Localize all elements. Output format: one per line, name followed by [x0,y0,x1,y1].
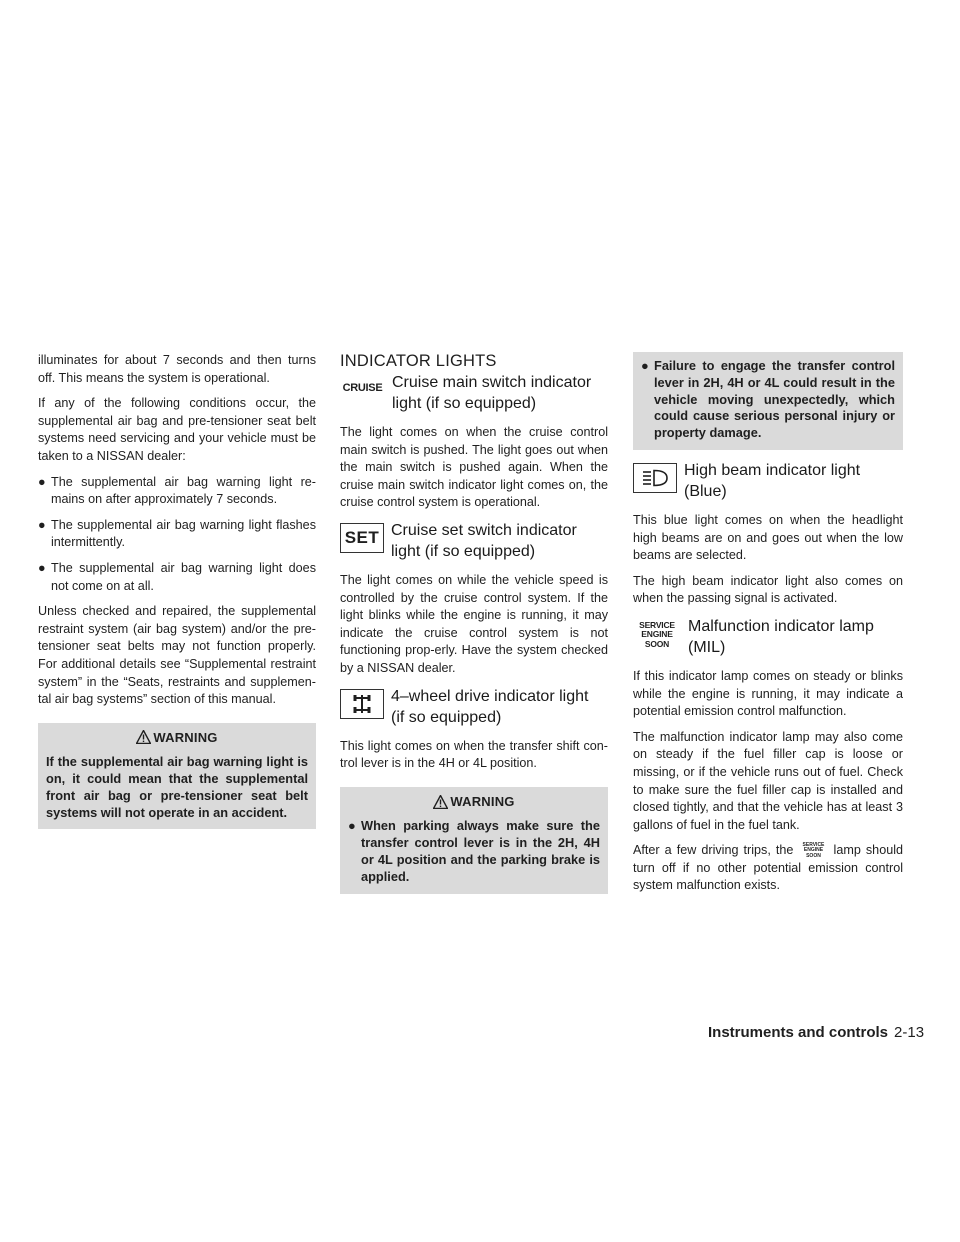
warning-triangle-icon [136,730,151,744]
indicator-title: Malfunction indicator lamp (MIL) [688,617,874,656]
column-right [633,352,903,903]
bullet-icon: ● [38,474,46,489]
paragraph: illuminates for about 7 seconds and then turns off. This means the system is operational. [38,353,316,385]
high-beam-icon [633,463,677,493]
paragraph: The high beam indicator light also comes on when the passing signal is activated. [633,573,903,606]
bullet-icon: ● [38,560,46,575]
page-footer [708,1024,924,1041]
headlight-icon [641,469,669,487]
paragraph: After a few driving trips, the SERVICE ENGINE SOON lamp should turn off if no other potential emission control system malfunction exists. [633,841,903,893]
drivetrain-icon [350,693,374,715]
list-item: ● The supplemental air bag warning light does not come on at all. [38,560,316,593]
set-icon: SET [340,523,384,553]
bullet-icon: ● [641,358,649,373]
paragraph: This light comes on when the transfer shift con-trol lever is in the 4H or 4L position. [340,738,608,771]
bullet-icon: ● [38,517,46,532]
warning-heading: WARNING [46,729,308,747]
warning-heading: WARNING [348,793,600,811]
paragraph: If any of the following conditions occur, the supplemental air bag and pre-tensioner seat belt systems need servicing and your vehicle must be taken to a NISSAN dealer: [38,396,316,463]
column-middle [340,352,608,902]
indicator-title: High beam indicator light (Blue) [684,461,861,500]
footer-section-title: Instruments and controls [708,1024,889,1041]
column-left [38,352,316,837]
page-number: 2-13 [894,1024,925,1041]
paragraph: The light comes on when the cruise control main switch is pushed. The light goes out when the main switch is pushed again. When the cruise main switch indicator light comes on, the cruise control system is operational. [340,425,608,510]
cruise-icon: CRUISE [342,382,383,395]
bullet-icon: ● [348,818,356,834]
paragraph: This blue light comes on when the headlight high beams are on and goes out when the low beams are selected. [633,512,903,563]
list-item: ● The supplemental air bag warning light flashes intermittently. [38,517,316,550]
paragraph: The malfunction indicator lamp may also come on steady if the fuel filler cap is loose or missing, or if the vehicle runs out of fuel. Check to make sure the fuel filler cap is installed and closed tightly, and that the vehicle has at least 3 gallons of fuel in the fuel tank. [633,729,903,832]
cruise-set-indicator [340,520,608,562]
four-wheel-drive-icon [340,689,384,719]
indicator-title: 4–wheel drive indicator light (if so equipped) [391,687,589,726]
section-heading: INDICATOR LIGHTS [340,352,497,370]
indicator-title: Cruise set switch indicator light (if so equipped) [391,521,577,560]
indicator-title: Cruise main switch indicator light (if so equipped) [392,374,592,412]
warning-triangle-icon [433,795,448,809]
service-engine-soon-inline-icon: SERVICE ENGINE SOON [802,841,825,859]
warning-box-continued [633,352,903,450]
paragraph: If this indicator lamp comes on steady or blinks while the engine is running, it may indicate a potential emission control malfunction. [633,668,903,719]
warning-text: If the supplemental air bag warning light is on, it could mean that the supplemental front air bag or pre-tensioner seat belt systems will not operate in an accident. [46,754,308,820]
mil-indicator [633,616,903,658]
warning-list-item: ● Failure to engage the transfer control lever in 2H, 4H or 4L could result in the vehicle moving unexpectedly, which could cause serious personal injury or property damage. [641,358,895,441]
paragraph: The light comes on while the vehicle speed is controlled by the cruise control system. If the light blinks while the engine is running, it may indicate the cruise control system is not functioning prop-erly. Have the system checked by a NISSAN dealer. [340,572,608,675]
paragraph: Unless checked and repaired, the supplemental restraint system (air bag system) and/or the pre-tensioner seat belts may not function properly. For additional details see “Supplemental restraint system” in the “Seats, restraints and supplemen-tal air bag systems” section of this manual. [38,604,316,707]
list-item: ● The supplemental air bag warning light re-mains on after approximately 7 seconds. [38,474,316,507]
cruise-main-indicator [340,372,608,414]
warning-list-item: ● When parking always make sure the transfer control lever is in the 2H, 4H or 4L position and the parking brake is applied. [348,818,600,884]
high-beam-indicator [633,460,903,502]
service-engine-soon-icon: SERVICE ENGINE SOON [639,619,675,649]
warning-box [38,723,316,830]
warning-box [340,787,608,894]
four-wheel-drive-indicator [340,686,608,728]
